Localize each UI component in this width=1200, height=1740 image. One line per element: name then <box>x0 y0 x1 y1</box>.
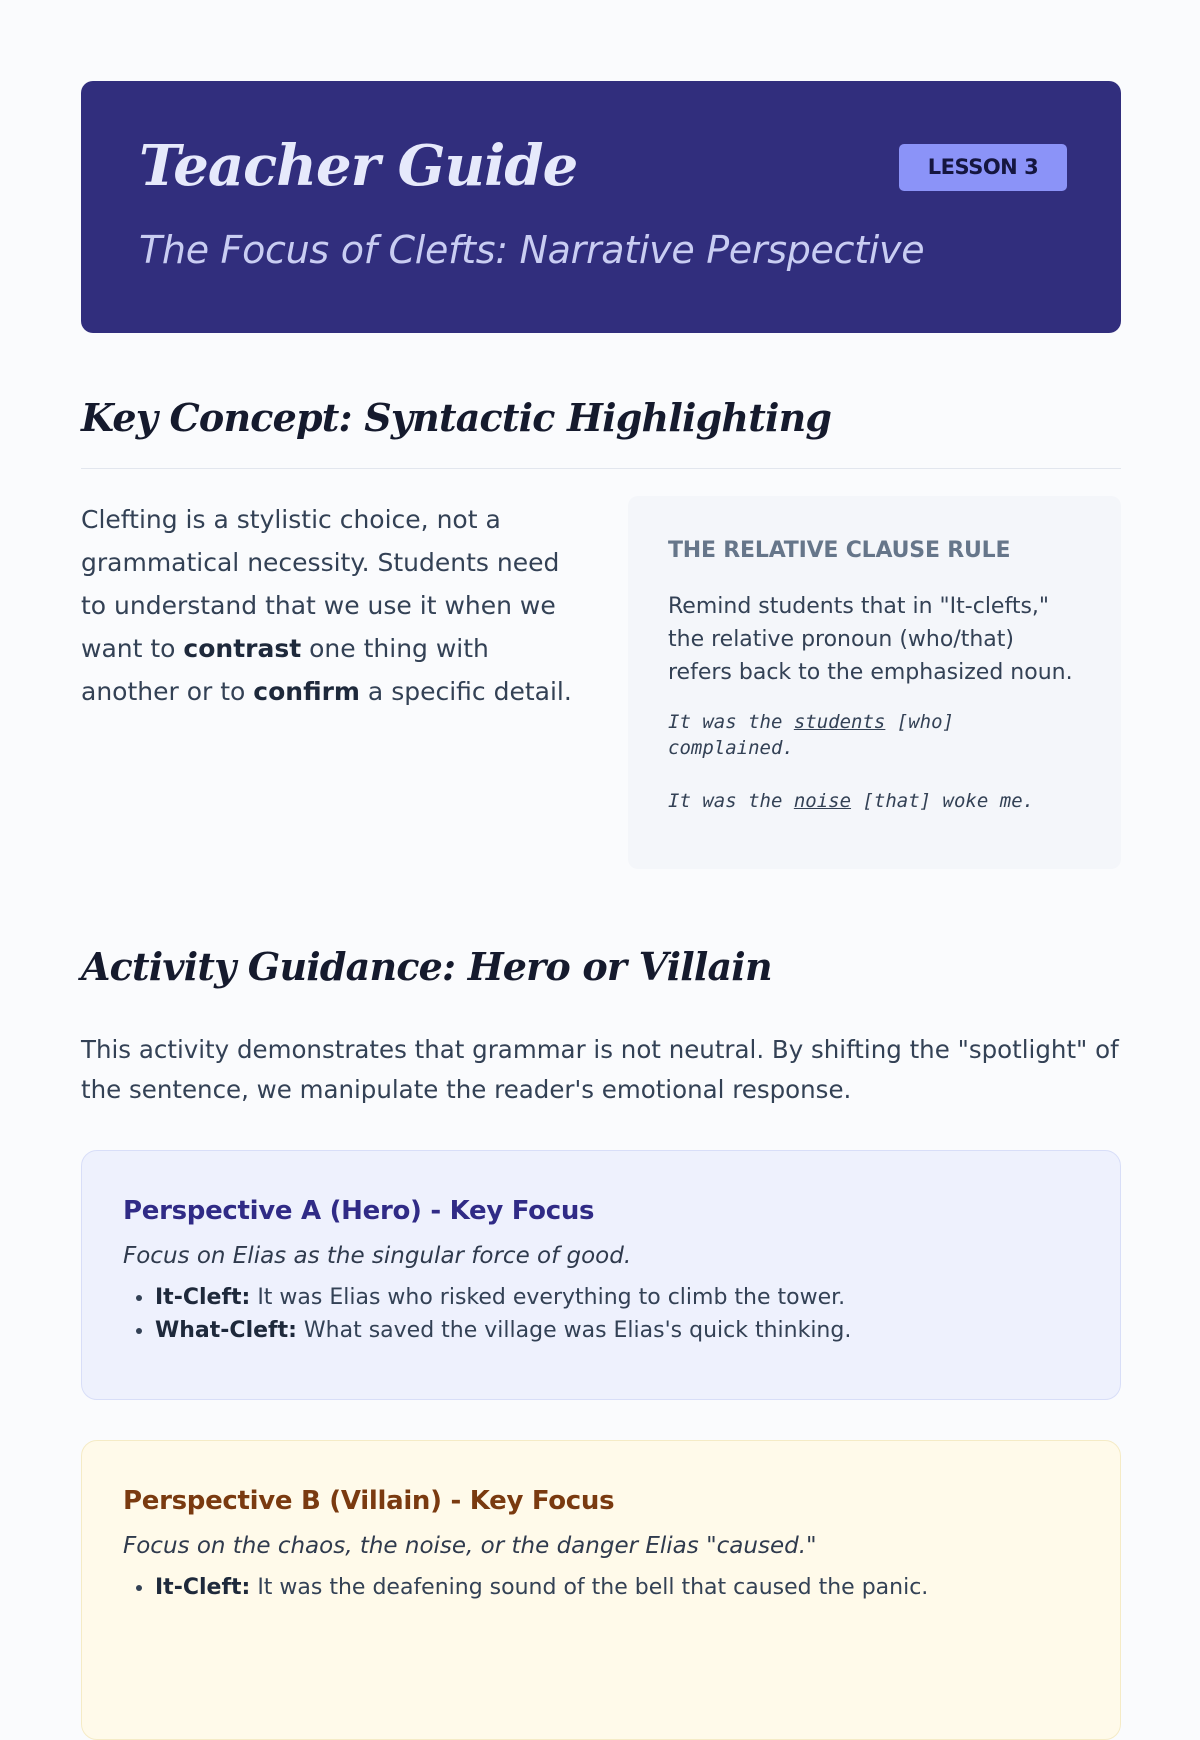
emphasis-contrast: contrast <box>183 634 302 663</box>
list-item <box>155 1281 1080 1314</box>
example-text: [that] woke me. <box>851 790 1035 812</box>
list-item-text: It was Elias who risked everything to climb the tower. <box>250 1285 846 1310</box>
list-item-label: It-Cleft: <box>155 1575 251 1600</box>
rule-card-title: THE RELATIVE CLAUSE RULE <box>668 538 1011 563</box>
perspective-b-focus: Focus on the chaos, the noise, or the danger Elias "caused." <box>123 1533 817 1559</box>
section-divider <box>81 468 1121 469</box>
paragraph-text: Clefting is a stylistic choice, not a grammatical necessity. Students need to understand that we use it when we want to <box>81 505 560 663</box>
paragraph-text: one thing with another or to <box>81 634 489 706</box>
paragraph-text: a specific detail. <box>359 677 572 706</box>
header-banner <box>81 81 1121 333</box>
activity-intro: This activity demonstrates that grammar is not neutral. By shifting the "spotlight" of the sentence, we manipulate the reader's emotional response. <box>81 1035 1119 1104</box>
page-title: Teacher Guide <box>139 133 578 199</box>
lesson-badge: LESSON 3 <box>899 144 1067 191</box>
rule-example-2 <box>668 788 1081 814</box>
example-text: It was the <box>668 790 794 812</box>
perspective-a-list <box>123 1281 1080 1347</box>
example-text: It was the <box>668 711 794 733</box>
perspective-b-list <box>123 1571 1080 1604</box>
perspective-a-focus: Focus on Elias as the singular force of good. <box>123 1243 632 1269</box>
key-concept-heading: Key Concept: Syntactic Highlighting <box>81 395 832 440</box>
perspective-a-card <box>81 1150 1121 1400</box>
page-subtitle: The Focus of Clefts: Narrative Perspective <box>139 228 925 272</box>
perspective-b-title: Perspective B (Villain) - Key Focus <box>123 1486 615 1516</box>
list-item <box>155 1571 1080 1604</box>
list-item-label: It-Cleft: <box>155 1285 251 1310</box>
example-noun: noise <box>793 790 852 812</box>
perspective-b-card <box>81 1440 1121 1740</box>
emphasis-confirm: confirm <box>253 677 360 706</box>
teacher-guide-page <box>81 81 1121 1600</box>
list-item <box>155 1314 1080 1347</box>
rule-example-1 <box>668 709 1081 761</box>
list-item-label: What-Cleft: <box>155 1318 297 1343</box>
list-item-text: It was the deafening sound of the bell that caused the panic. <box>250 1575 929 1600</box>
activity-heading: Activity Guidance: Hero or Villain <box>81 944 772 989</box>
example-noun: students <box>793 711 886 733</box>
example-text: [who] complained. <box>668 711 954 759</box>
rule-card-text: Remind students that in "It-clefts," the relative pronoun (who/that) refers back to the emphasized noun. <box>668 594 1073 685</box>
list-item-text: What saved the village was Elias's quick thinking. <box>296 1318 852 1343</box>
relative-clause-rule-card <box>628 496 1121 869</box>
key-concept-paragraph <box>81 498 581 713</box>
perspective-a-title: Perspective A (Hero) - Key Focus <box>123 1196 595 1226</box>
